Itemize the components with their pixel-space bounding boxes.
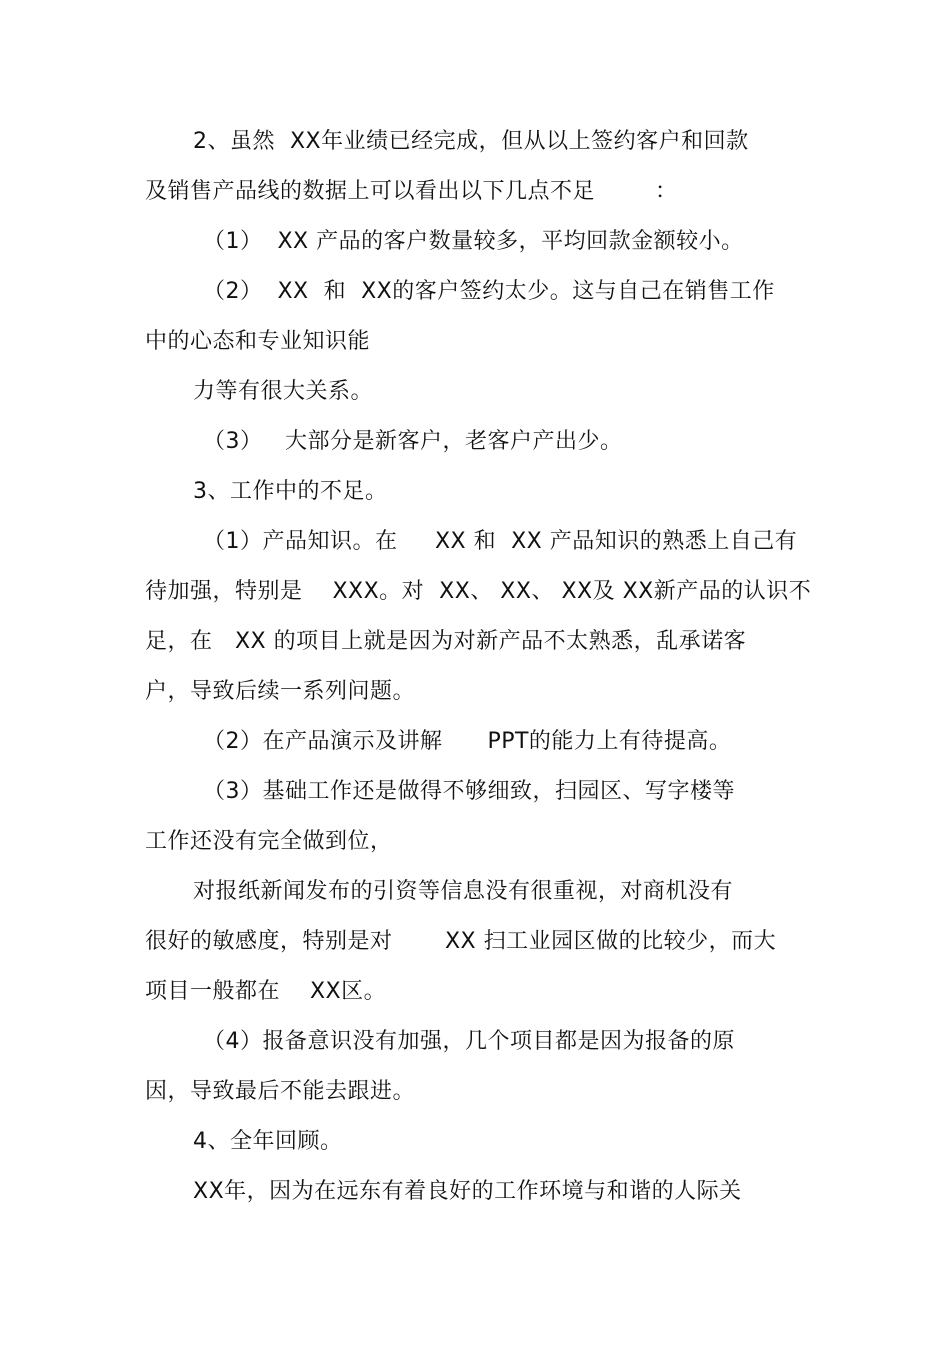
text-line: 因，导致最后不能去跟进。	[145, 1079, 416, 1104]
text-line: XX年，因为在远东有着良好的工作环境与和谐的人际关	[193, 1179, 742, 1204]
text-line: 对报纸新闻发布的引资等信息没有很重视，对商机没有	[193, 879, 734, 904]
text-line: 项目一般都在 XX区。	[145, 979, 387, 1004]
text-line: 2、虽然 XX年业绩已经完成，但从以上签约客户和回款	[193, 129, 749, 154]
text-line: （2）在产品演示及讲解 PPT的能力上有待提高。	[203, 729, 732, 754]
text-line: （1） XX 产品的客户数量较多，平均回款金额较小。	[203, 229, 744, 254]
text-line: 待加强，特别是 XXX。对 XX、 XX、 XX及 XX新产品的认识不	[145, 579, 812, 604]
text-line: 4、全年回顾。	[193, 1129, 343, 1154]
text-line: 3、工作中的不足。	[193, 479, 388, 504]
text-line: （2） XX 和 XX的客户签约太少。这与自己在销售工作	[203, 279, 775, 304]
text-line: （3）基础工作还是做得不够细致，扫园区、写字楼等	[203, 779, 735, 804]
text-line: （4）报备意识没有加强，几个项目都是因为报备的原	[203, 1029, 735, 1054]
text-line: 户，导致后续一系列问题。	[145, 679, 416, 704]
text-line: 工作还没有完全做到位，	[145, 829, 393, 854]
text-line: （1）产品知识。在 XX 和 XX 产品知识的熟悉上自己有	[203, 529, 798, 554]
text-line: （3） 大部分是新客户，老客户产出少。	[203, 429, 623, 454]
text-line: 及销售产品线的数据上可以看出以下几点不足 ：	[145, 179, 678, 204]
text-line: 力等有很大关系。	[193, 379, 374, 404]
text-line: 足，在 XX 的项目上就是因为对新产品不太熟悉，乱承诺客	[145, 629, 747, 654]
text-line: 很好的敏感度，特别是对 XX 扫工业园区做的比较少，而大	[145, 929, 777, 954]
text-line: 中的心态和专业知识能	[145, 329, 371, 354]
